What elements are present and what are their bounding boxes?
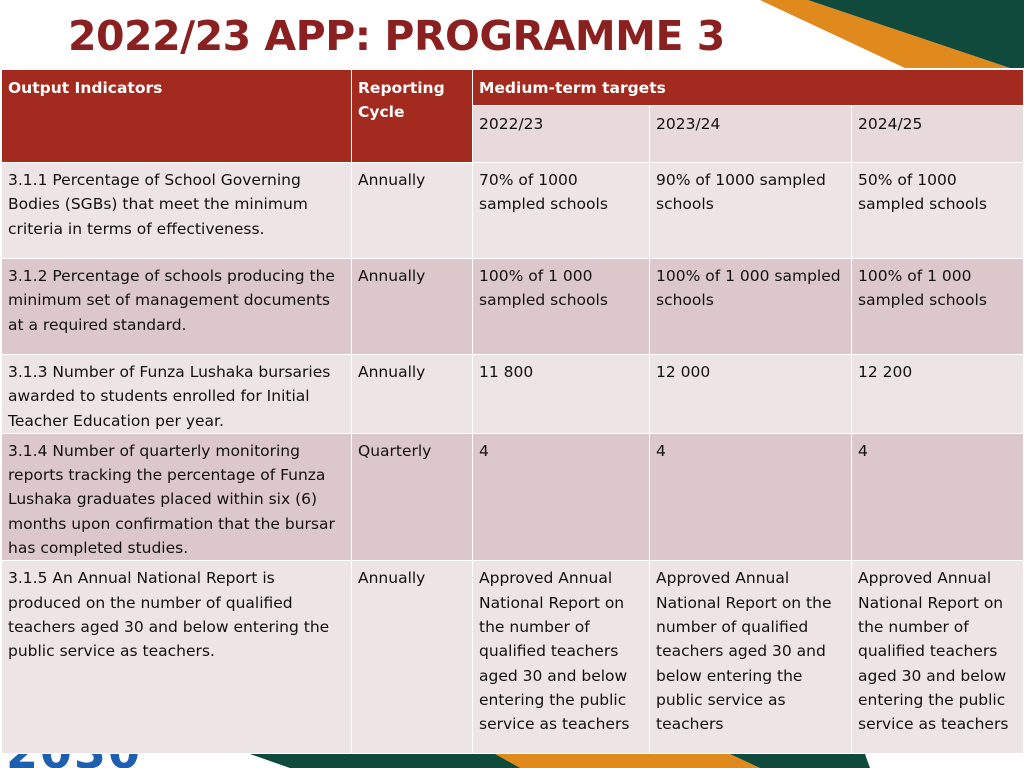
- table-row: [2, 561, 1024, 754]
- target-cell: 12 000: [650, 355, 852, 434]
- cycle-cell: Annually: [352, 163, 473, 259]
- target-cell: 4: [473, 433, 650, 560]
- header-year: 2023/24: [650, 106, 852, 163]
- target-cell: 4: [852, 433, 1024, 560]
- indicator-cell: 3.1.5 An Annual National Report is produced on the number of qualified teachers aged 30 and below entering the public service as teachers.: [2, 561, 352, 754]
- target-cell: 70% of 1000 sampled schools: [473, 163, 650, 259]
- page-title: 2022/23 APP: PROGRAMME 3: [68, 12, 725, 60]
- target-cell: 100% of 1 000 sampled schools: [473, 259, 650, 355]
- target-cell: Approved Annual National Report on the number of qualified teachers aged 30 and below entering the public service as teachers: [852, 561, 1024, 754]
- cycle-cell: Quarterly: [352, 433, 473, 560]
- header-reporting-cycle: Reporting Cycle: [352, 70, 473, 163]
- header-row: [2, 70, 1024, 106]
- target-cell: 90% of 1000 sampled schools: [650, 163, 852, 259]
- table-row: [2, 433, 1024, 560]
- cycle-cell: Annually: [352, 355, 473, 434]
- target-cell: Approved Annual National Report on the number of qualified teachers aged 30 and below entering the public service as teachers: [650, 561, 852, 754]
- targets-table: [1, 69, 1024, 754]
- table-row: [2, 163, 1024, 259]
- indicator-cell: 3.1.4 Number of quarterly monitoring reports tracking the percentage of Funza Lushaka graduates placed within six (6) months upon confirmation that the bursar has completed studies.: [2, 433, 352, 560]
- header-year: 2024/25: [852, 106, 1024, 163]
- indicator-cell: 3.1.1 Percentage of School Governing Bodies (SGBs) that meet the minimum criteria in terms of effectiveness.: [2, 163, 352, 259]
- cycle-cell: Annually: [352, 561, 473, 754]
- table-row: [2, 355, 1024, 434]
- table-row: [2, 259, 1024, 355]
- target-cell: 100% of 1 000 sampled schools: [852, 259, 1024, 355]
- header-year: 2022/23: [473, 106, 650, 163]
- target-cell: 100% of 1 000 sampled schools: [650, 259, 852, 355]
- target-cell: 50% of 1000 sampled schools: [852, 163, 1024, 259]
- header-output-indicators: Output Indicators: [2, 70, 352, 163]
- target-cell: 11 800: [473, 355, 650, 434]
- indicator-cell: 3.1.2 Percentage of schools producing the minimum set of management documents at a required standard.: [2, 259, 352, 355]
- target-cell: 12 200: [852, 355, 1024, 434]
- indicator-cell: 3.1.3 Number of Funza Lushaka bursaries awarded to students enrolled for Initial Teacher Education per year.: [2, 355, 352, 434]
- target-cell: Approved Annual National Report on the number of qualified teachers aged 30 and below entering the public service as teachers: [473, 561, 650, 754]
- header-medium-term-targets: Medium-term targets: [473, 70, 1024, 106]
- cycle-cell: Annually: [352, 259, 473, 355]
- target-cell: 4: [650, 433, 852, 560]
